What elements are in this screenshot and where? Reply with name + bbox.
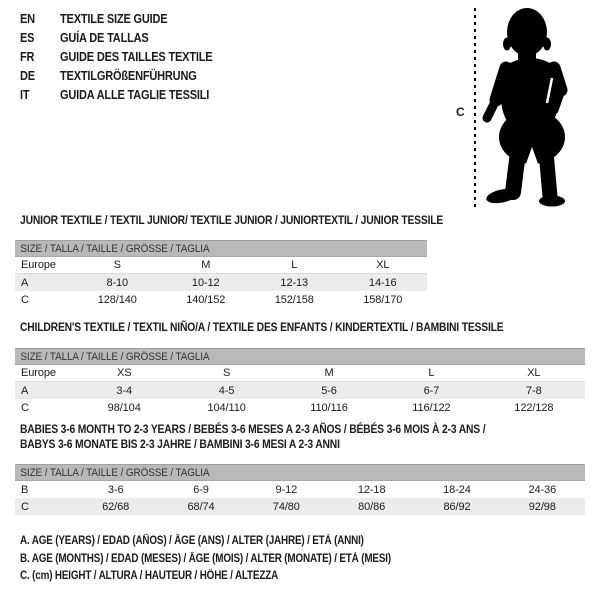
table-row-age [15, 382, 585, 399]
size-header-bar [15, 240, 427, 257]
junior-table-title: JUNIOR TEXTILE / TEXTIL JUNIOR/ TEXTILE JUNIOR / JUNIORTEXTIL / JUNIOR TESSILE [20, 213, 444, 227]
age-cell: 3-4 [116, 384, 132, 397]
height-cell: 92/98 [528, 500, 556, 513]
height-cell: 104/110 [207, 401, 246, 414]
babies-title-line-1: BABIES 3-6 MONTH TO 2-3 YEARS / BEBÉS 3-6 MESES A 2-3 AÑOS / BÉBÉS 3-6 MOIS À 2-3 ANS / [20, 422, 486, 436]
age-cell: 24-36 [528, 483, 557, 496]
table-row-europe [15, 257, 427, 274]
junior-size-table [15, 240, 427, 308]
height-cell: 152/158 [274, 293, 314, 306]
height-cell: 116/122 [412, 401, 451, 414]
age-cell: 18-24 [443, 483, 471, 496]
language-row-fr [20, 47, 233, 66]
language-label: TEXTILGRÖßENFÜHRUNG [60, 68, 197, 83]
table-row-height [15, 399, 585, 416]
language-code: IT [20, 87, 30, 102]
height-cell: 122/128 [514, 401, 554, 414]
row-label: C [21, 293, 29, 306]
height-cell: 128/140 [97, 293, 137, 306]
age-cell: 7-8 [526, 384, 542, 397]
size-header-label: SIZE / TALLA / TAILLE / GRÖSSE / TAGLIA [20, 242, 210, 255]
size-cell: S [222, 367, 231, 379]
height-measure-label: C [456, 105, 465, 119]
age-cell: 6-9 [193, 483, 209, 496]
row-label: A [21, 276, 29, 289]
language-guide-list [20, 9, 233, 104]
size-cell: XL [527, 367, 541, 379]
age-cell: 5-6 [321, 384, 337, 397]
babies-size-table [15, 464, 585, 515]
height-cell: 74/80 [272, 500, 300, 513]
size-cell: M [201, 259, 211, 271]
size-cell: L [428, 367, 435, 379]
age-cell: 6-7 [423, 384, 440, 397]
height-cell: 68/74 [187, 500, 215, 513]
size-cell: XS [116, 367, 132, 379]
language-code: DE [20, 68, 35, 83]
row-label: A [21, 384, 29, 397]
size-header-bar [15, 348, 585, 365]
language-row-es [20, 28, 233, 47]
legend-line-b: B. AGE (MONTHS) / EDAD (MESES) / ÂGE (MOIS) / ALTER (MONATE) / ETÀ (MESI) [20, 552, 391, 565]
age-cell: 10-12 [191, 276, 220, 289]
size-header-label: SIZE / TALLA / TAILLE / GRÖSSE / TAGLIA [20, 466, 210, 479]
height-cell: 62/68 [102, 500, 130, 513]
language-row-it [20, 85, 233, 104]
children-table-title: CHILDREN'S TEXTILE / TEXTIL NIÑO/A / TEXTILE DES ENFANTS / KINDERTEXTIL / BAMBINI TESSILE [20, 320, 504, 334]
height-cell: 140/152 [186, 293, 226, 306]
height-cell: 98/104 [107, 401, 141, 414]
baby-silhouette-figure [450, 0, 600, 215]
height-cell: 158/170 [363, 293, 403, 306]
language-code: FR [20, 49, 35, 64]
language-row-en [20, 9, 233, 28]
babies-table-title [20, 422, 485, 452]
table-row-europe [15, 365, 585, 382]
age-cell: 12-18 [357, 483, 386, 496]
age-cell: 9-12 [275, 483, 298, 496]
size-cell: M [324, 367, 334, 379]
size-cell: XL [376, 259, 390, 271]
language-label: GUIDE DES TAILLES TEXTILE [60, 49, 213, 64]
size-cell: S [113, 259, 121, 271]
height-cell: 86/92 [443, 500, 471, 513]
table-row-height [15, 291, 427, 308]
height-cell: 110/116 [310, 401, 348, 414]
age-cell: 3-6 [107, 483, 124, 496]
language-label: GUIDA ALLE TAGLIE TESSILI [60, 87, 210, 102]
baby-silhouette-icon [485, 8, 565, 207]
row-label: B [21, 483, 29, 496]
table-row-age-months [15, 481, 585, 498]
size-cell: L [291, 259, 298, 271]
language-code: ES [20, 30, 35, 45]
measure-legend [20, 533, 451, 586]
age-cell: 14-16 [368, 276, 397, 289]
legend-line-c: C. (cm) HEIGHT / ALTURA / HAUTEUR / HÖHE / ALTEZZA [20, 570, 279, 582]
row-label: C [21, 500, 29, 513]
row-label: Europe [21, 259, 56, 271]
language-label: TEXTILE SIZE GUIDE [60, 11, 168, 26]
size-header-bar [15, 464, 585, 481]
row-label: C [21, 401, 29, 414]
language-code: EN [20, 11, 35, 26]
age-cell: 8-10 [106, 276, 129, 289]
language-row-de [20, 66, 233, 85]
children-size-table [15, 348, 585, 416]
size-header-label: SIZE / TALLA / TAILLE / GRÖSSE / TAGLIA [20, 350, 210, 363]
age-cell: 4-5 [218, 384, 235, 397]
height-cell: 80/86 [358, 500, 386, 513]
language-label: GUÍA DE TALLAS [60, 30, 149, 45]
row-label: Europe [21, 367, 56, 379]
babies-title-line-2: BABYS 3-6 MONATE BIS 2-3 JAHRE / BAMBINI 3-6 MESI A 2-3 ANNI [20, 437, 340, 451]
age-cell: 12-13 [280, 276, 309, 289]
legend-line-a: A. AGE (YEARS) / EDAD (AÑOS) / ÂGE (ANS) / ALTER (JAHRE) / ETÀ (ANNI) [20, 535, 364, 547]
table-row-height [15, 498, 585, 515]
table-row-age [15, 274, 427, 291]
